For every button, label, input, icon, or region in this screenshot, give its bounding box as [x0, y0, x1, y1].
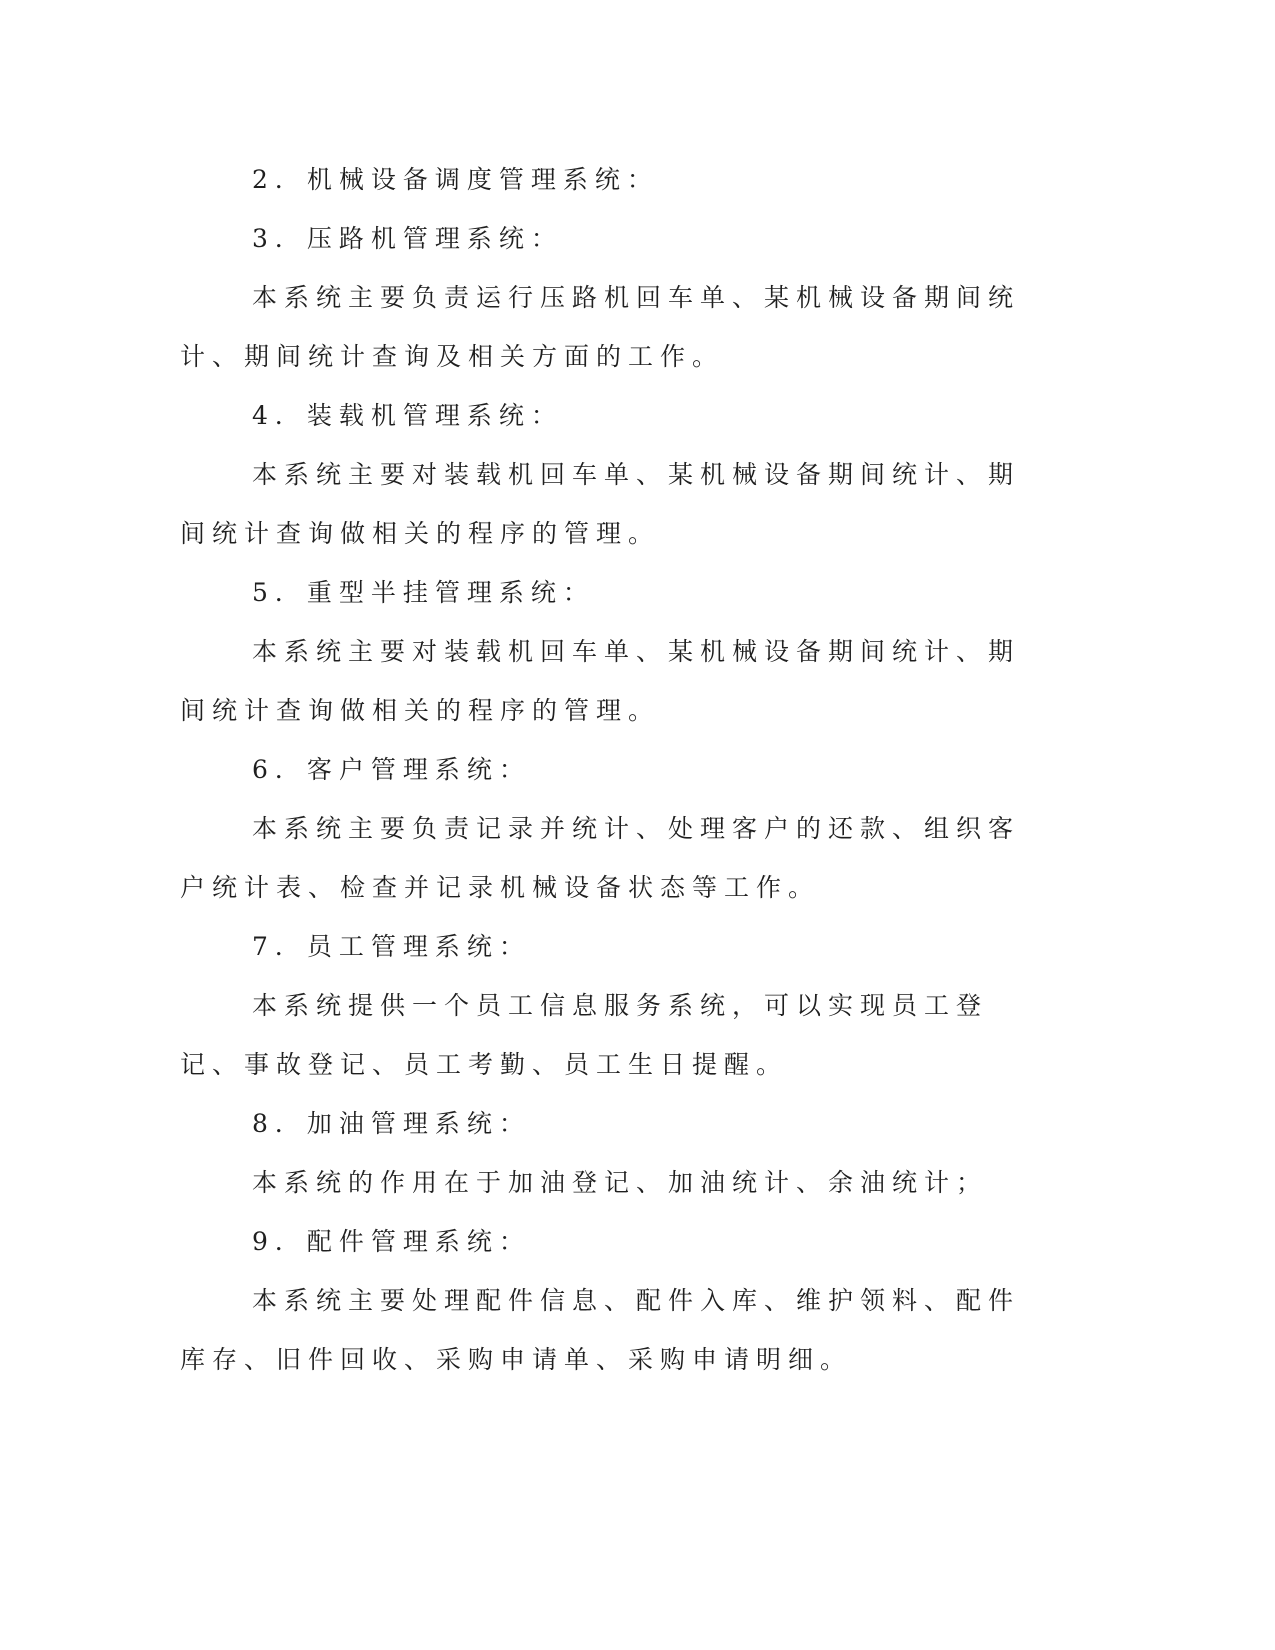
section-body-4: 本系统主要对装载机回车单、某机械设备期间统计、期间统计查询做相关的程序的管理。: [180, 460, 1021, 548]
section-heading-9: 9．配件管理系统：: [252, 1227, 531, 1256]
section-body-6: 本系统主要负责记录并统计、处理客户的还款、组织客户统计表、检查并记录机械设备状态等工作。: [180, 814, 1021, 902]
section-heading-2: 2．机械设备调度管理系统：: [252, 165, 659, 194]
document-page: [180, 150, 1036, 1389]
section-heading-8: 8．加油管理系统：: [252, 1109, 531, 1138]
section-heading-3: 3．压路机管理系统：: [252, 224, 563, 253]
section-body-3: 本系统主要负责运行压路机回车单、某机械设备期间统计、期间统计查询及相关方面的工作。: [180, 283, 1021, 371]
section-heading-5: 5．重型半挂管理系统：: [252, 578, 595, 607]
section-body-7: 本系统提供一个员工信息服务系统，可以实现员工登记、事故登记、员工考勤、员工生日提醒。: [180, 991, 989, 1079]
section-heading-4: 4．装载机管理系统：: [252, 401, 563, 430]
section-body-9: 本系统主要处理配件信息、配件入库、维护领料、配件库存、旧件回收、采购申请单、采购申请明细。: [180, 1286, 1021, 1374]
section-heading-7: 7．员工管理系统：: [252, 932, 531, 961]
section-body-5: 本系统主要对装载机回车单、某机械设备期间统计、期间统计查询做相关的程序的管理。: [180, 637, 1021, 725]
section-heading-6: 6．客户管理系统：: [252, 755, 531, 784]
section-body-8: 本系统的作用在于加油登记、加油统计、余油统计；: [252, 1168, 989, 1197]
